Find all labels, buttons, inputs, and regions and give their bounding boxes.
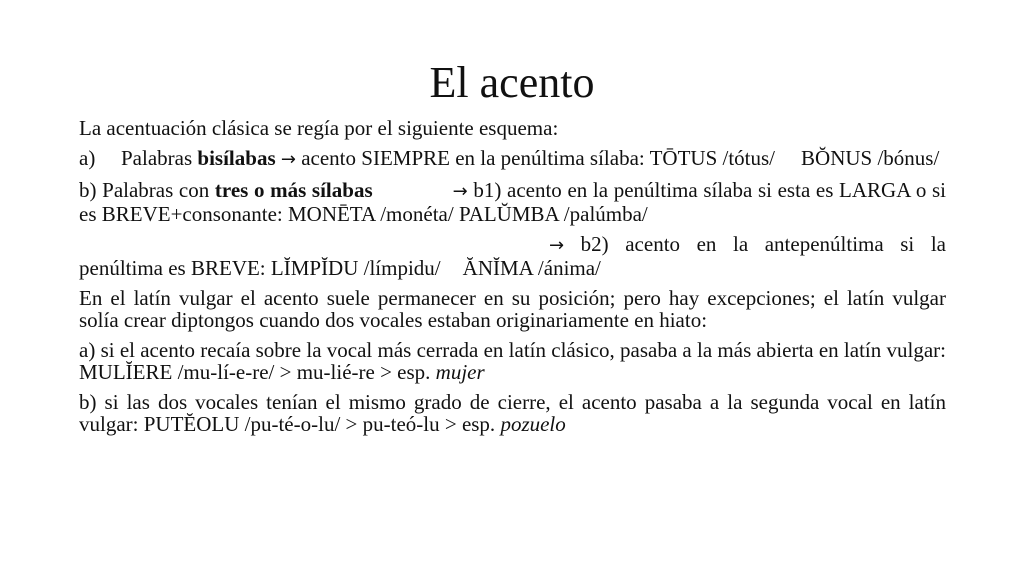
arrow-right-icon: →	[549, 235, 565, 256]
rule-a-bold: bisílabas	[197, 146, 276, 170]
rule-b1	[79, 179, 946, 225]
rule-b-prefix: b) Palabras con	[79, 178, 210, 202]
vulgar-rule-a	[79, 339, 946, 383]
vulgar-rule-b	[79, 391, 946, 435]
arrow-right-icon: →	[280, 149, 296, 170]
rule-a-marker: a)	[79, 146, 96, 170]
rule-a-example2: BŎNUS /bónus/	[801, 146, 940, 170]
rule-b2-example: ĂNĬMA /ánima/	[462, 256, 601, 280]
rule-b2-text: b2) acento en la antepenúltima si la penúltima es BREVE: LĬMPĬDU /límpidu/	[79, 232, 946, 280]
rule-b-bold: tres o más sílabas	[214, 178, 373, 202]
vulgar-rule-a-italic: mujer	[435, 360, 485, 384]
intro-paragraph: La acentuación clásica se regía por el siguiente esquema:	[79, 116, 559, 140]
rule-a-rest: acento SIEMPRE en la penúltima sílaba: TŌTUS /tótus/	[301, 146, 776, 170]
vulgar-rule-b-italic: pozuelo	[500, 412, 566, 436]
arrow-right-icon: →	[452, 181, 468, 202]
slide-body	[79, 117, 946, 443]
vulgar-paragraph: En el latín vulgar el acento suele permanecer en su posición; pero hay excepciones; el latín vulgar solía crear diptongos cuando dos vocales estaban originariamente en hiato:	[79, 286, 946, 332]
vulgar-rule-b-text: b) si las dos vocales tenían el mismo grado de cierre, el acento pasaba a la segunda vocal en latín vulgar: PUTĔOLU /pu-té-o-lu/ > pu-teó-lu > esp.	[79, 390, 946, 436]
vulgar-rule-a-text: a) si el acento recaía sobre la vocal más cerrada en latín clásico, pasaba a la más abierta en latín vulgar: MULĬERE /mu-lí-e-re/ > mu-lié-re > esp.	[79, 338, 946, 384]
slide-title: El acento	[429, 58, 595, 107]
rule-a	[79, 147, 946, 171]
rule-a-prefix: Palabras	[121, 146, 193, 170]
rule-b1-text: b1) acento en la penúltima sílaba si esta es LARGA o si es BREVE+consonante: MONĒTA /monéta/ PALŬMBA /palúmba/	[79, 178, 947, 226]
rule-a-text	[121, 147, 946, 171]
rule-b2	[79, 233, 946, 279]
